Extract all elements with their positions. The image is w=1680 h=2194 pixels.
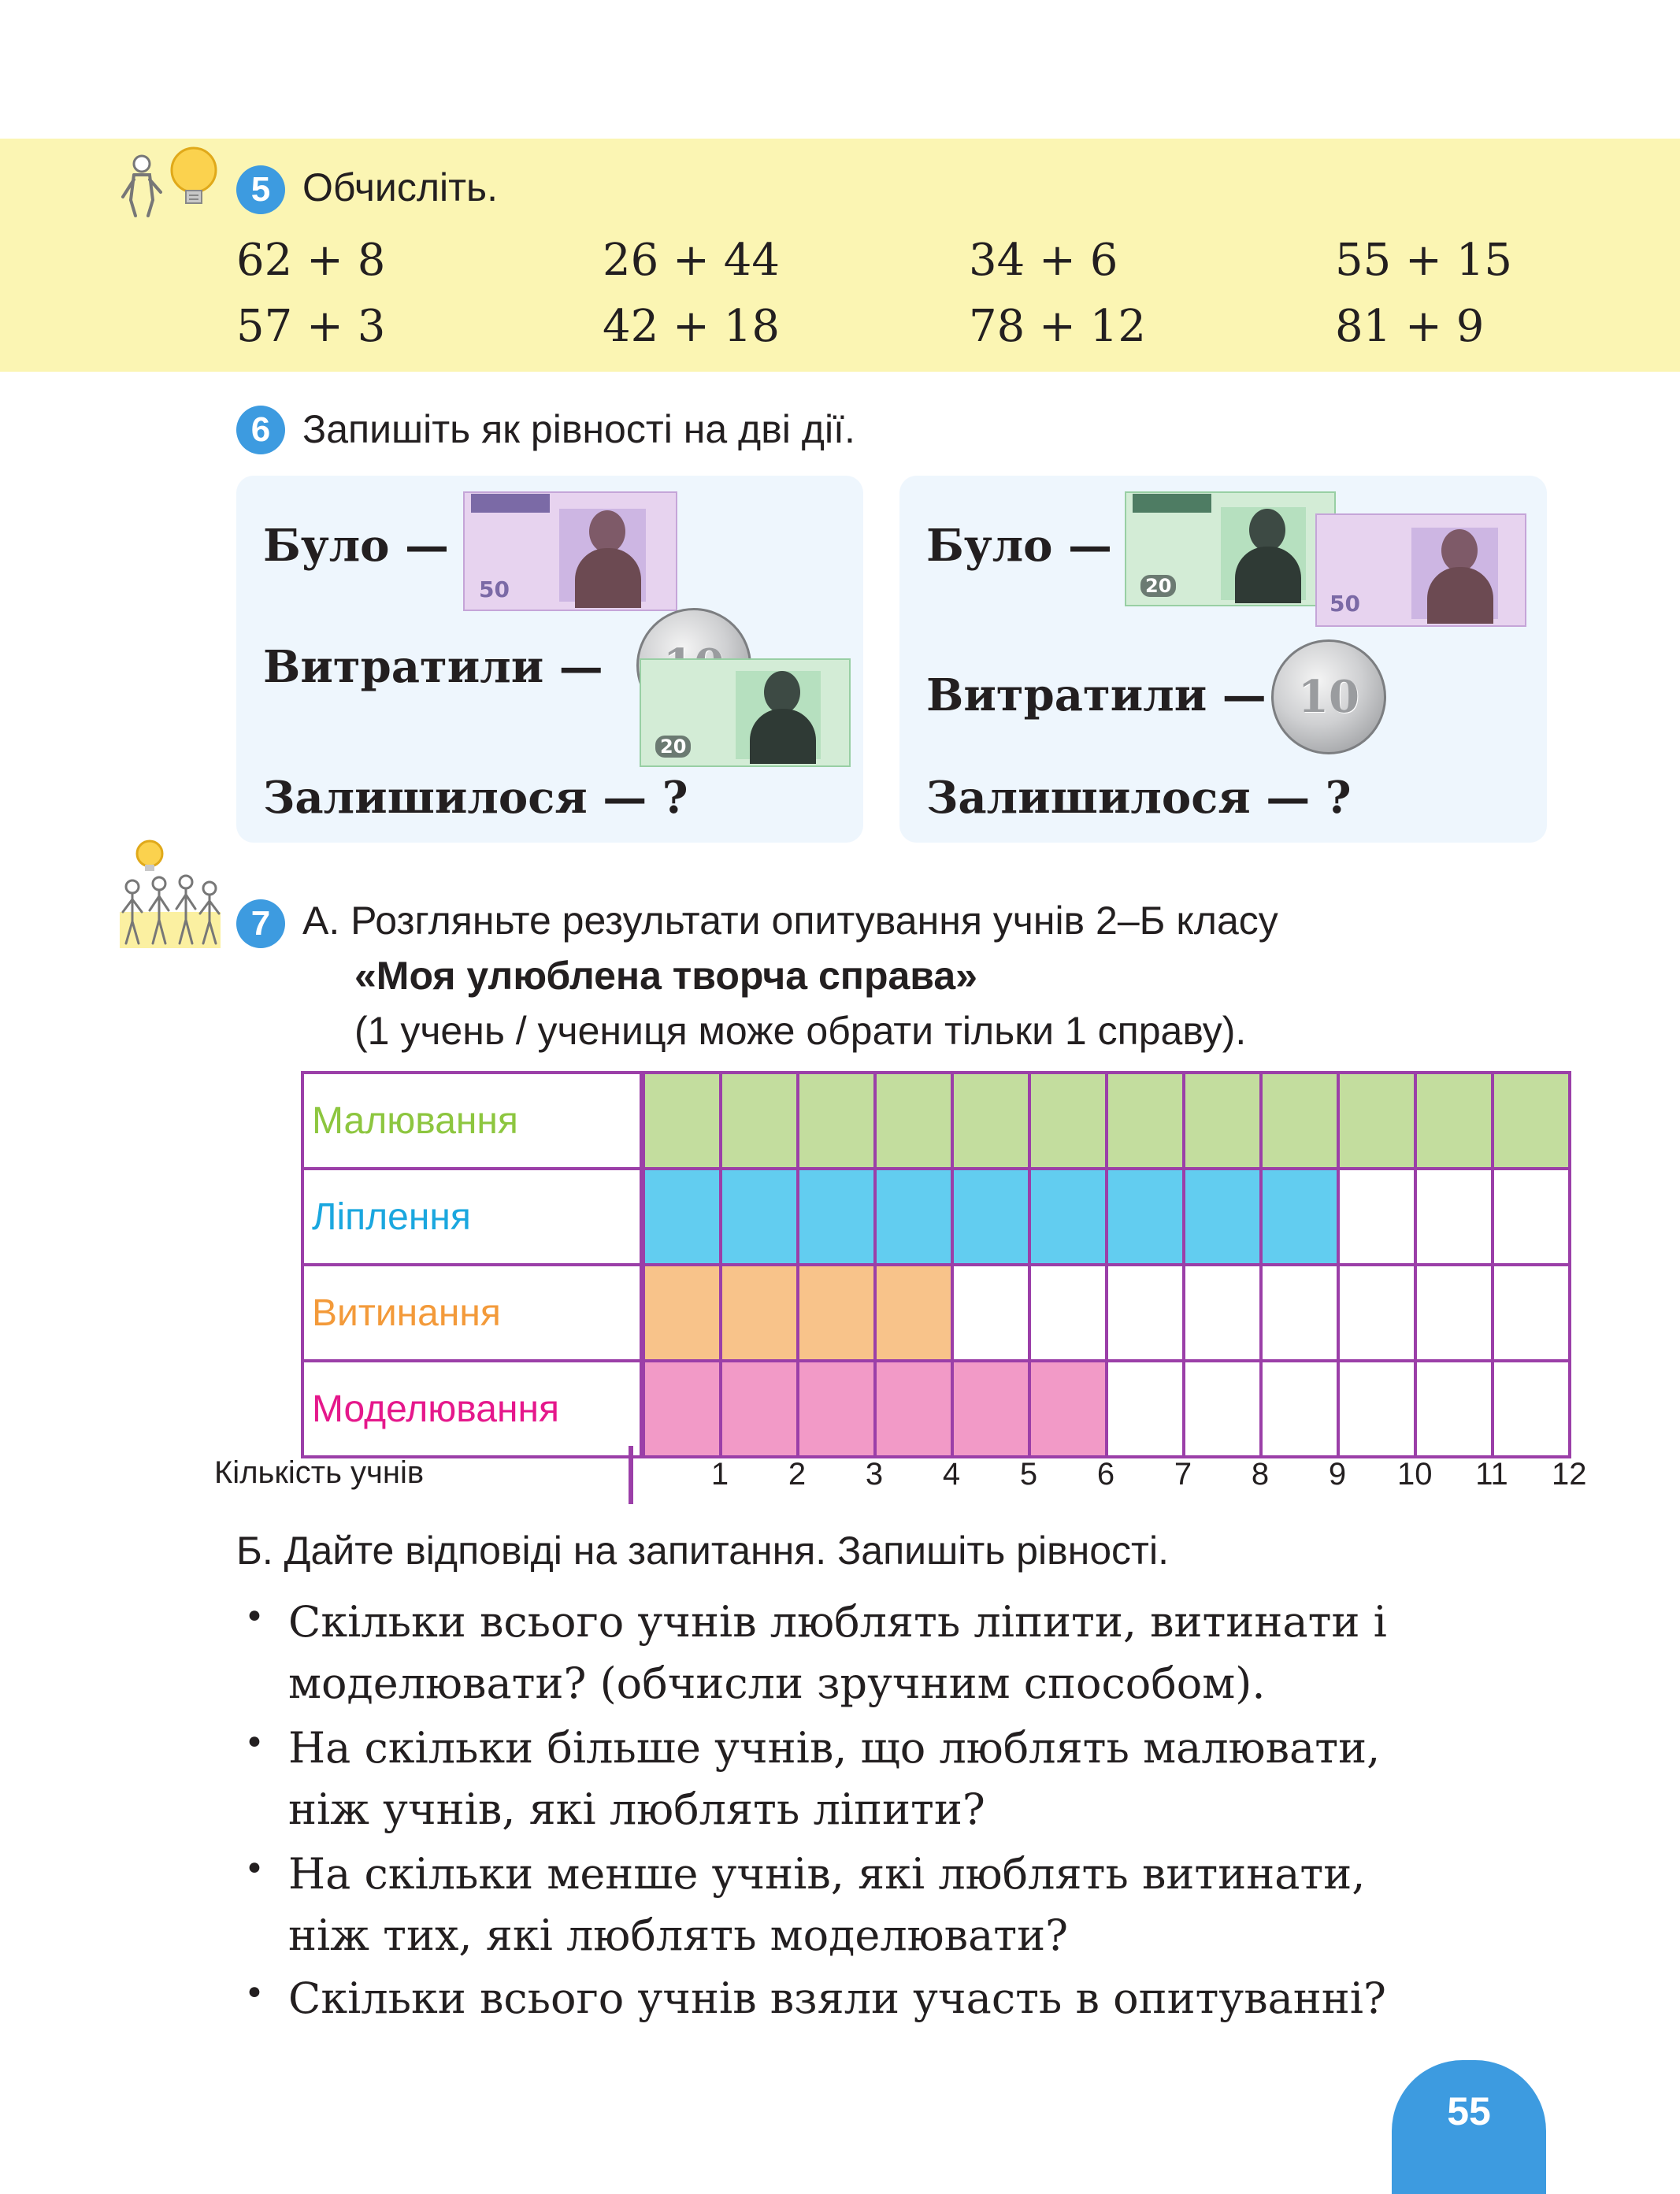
banknote-20-image xyxy=(1125,491,1336,606)
empty-cell xyxy=(1415,1265,1493,1361)
task5-expression: 62 + 8 xyxy=(236,235,386,286)
bullet: • xyxy=(244,1973,265,2014)
banknote-denomination: 50 xyxy=(1330,591,1360,617)
empty-cell xyxy=(1184,1265,1261,1361)
task5-expression: 34 + 6 xyxy=(969,235,1118,286)
empty-cell xyxy=(1338,1361,1415,1457)
bar-cell xyxy=(1338,1073,1415,1169)
x-tick-label: 6 xyxy=(1096,1457,1115,1492)
banknote-denomination: 50 xyxy=(479,576,510,602)
task6-number-badge: 6 xyxy=(236,406,285,454)
x-tick-label: 10 xyxy=(1397,1457,1433,1492)
task7-part-b-instruction: Б. Дайте відповіді на запитання. Запишіть рівності. xyxy=(236,1529,1169,1573)
banknote-20-image xyxy=(640,658,851,767)
empty-cell xyxy=(1415,1361,1493,1457)
category-label: Ліплення xyxy=(302,1169,643,1265)
bar-cell xyxy=(798,1073,875,1169)
chart-row xyxy=(302,1265,1570,1361)
survey-note: (1 учень / учениця може обрати тільки 1 справу). xyxy=(354,1009,1247,1053)
bar-cell xyxy=(798,1361,875,1457)
question-text: ніж тих, які люблять моделювати? xyxy=(288,1910,1069,1960)
bar-cell xyxy=(1029,1361,1107,1457)
empty-cell xyxy=(1338,1169,1415,1265)
x-tick-label: 8 xyxy=(1251,1457,1270,1492)
coin-denomination: 10 xyxy=(1298,671,1359,723)
was-label: Було — xyxy=(263,520,450,572)
x-tick-label: 4 xyxy=(942,1457,961,1492)
empty-cell xyxy=(1493,1265,1570,1361)
x-tick-label: 7 xyxy=(1174,1457,1192,1492)
left-label: Залишилося — ? xyxy=(263,772,688,824)
empty-cell xyxy=(1493,1361,1570,1457)
bar-cell xyxy=(1184,1073,1261,1169)
group-of-children-bulb-icon xyxy=(115,836,225,951)
chart-grid xyxy=(301,1071,1571,1458)
bar-cell xyxy=(1107,1169,1184,1265)
bar-cell xyxy=(643,1169,721,1265)
survey-bar-chart xyxy=(301,1071,1571,1458)
empty-cell xyxy=(1107,1265,1184,1361)
task7-number-badge: 7 xyxy=(236,899,285,948)
empty-cell xyxy=(1261,1361,1338,1457)
bullet: • xyxy=(244,1849,265,1889)
bar-cell xyxy=(1029,1169,1107,1265)
question-text: ніж учнів, які люблять ліпити? xyxy=(288,1784,985,1834)
empty-cell xyxy=(1338,1265,1415,1361)
x-tick-label: 9 xyxy=(1328,1457,1347,1492)
banknote-denomination: 20 xyxy=(655,736,691,758)
bar-cell xyxy=(1029,1073,1107,1169)
thinking-person-bulb-icon xyxy=(117,140,224,219)
empty-cell xyxy=(1493,1169,1570,1265)
x-tick-label: 1 xyxy=(710,1457,729,1492)
bar-cell xyxy=(798,1169,875,1265)
task5-expression: 81 + 9 xyxy=(1335,301,1485,352)
category-label: Витинання xyxy=(302,1265,643,1361)
coin-10-image xyxy=(1271,639,1386,754)
bullet: • xyxy=(244,1597,265,1637)
bar-cell xyxy=(721,1169,798,1265)
x-tick-label: 11 xyxy=(1475,1457,1508,1492)
empty-cell xyxy=(1107,1361,1184,1457)
bar-cell xyxy=(721,1073,798,1169)
task5-expression: 26 + 44 xyxy=(603,235,781,286)
bar-cell xyxy=(875,1073,952,1169)
question-text: На скільки більше учнів, що люблять малювати, xyxy=(288,1723,1381,1773)
banknote-denomination: 20 xyxy=(1140,575,1176,597)
question-text: моделювати? (обчисли зручним способом). xyxy=(288,1658,1266,1708)
empty-cell xyxy=(1184,1361,1261,1457)
bar-cell xyxy=(1261,1169,1338,1265)
was-label: Було — xyxy=(926,520,1113,572)
task5-expression: 78 + 12 xyxy=(969,301,1147,352)
chart-row xyxy=(302,1073,1570,1169)
spent-label: Витратили — xyxy=(926,669,1266,721)
task5-number-badge: 5 xyxy=(236,165,285,214)
spent-label: Витратили — xyxy=(263,641,603,693)
task7-part-a-intro: А. Розгляньте результати опитування учнів 2–Б класу xyxy=(302,899,1278,943)
bullet: • xyxy=(244,1723,265,1763)
empty-cell xyxy=(1415,1169,1493,1265)
bar-cell xyxy=(721,1265,798,1361)
bar-cell xyxy=(1107,1073,1184,1169)
bar-cell xyxy=(875,1265,952,1361)
task5-title: Обчисліть. xyxy=(302,165,498,209)
question-text: На скільки менше учнів, які люблять витинати, xyxy=(288,1849,1366,1899)
bar-cell xyxy=(875,1169,952,1265)
page-number: 55 xyxy=(1447,2089,1491,2133)
bar-cell xyxy=(952,1073,1029,1169)
chart-row xyxy=(302,1361,1570,1457)
survey-title: «Моя улюблена творча справа» xyxy=(354,954,977,998)
empty-cell xyxy=(1261,1265,1338,1361)
banknote-50-image xyxy=(1315,513,1526,627)
task6-title: Запишіть як рівності на дві дії. xyxy=(302,407,855,451)
task5-expression: 42 + 18 xyxy=(603,301,781,352)
left-label: Залишилося — ? xyxy=(926,772,1352,824)
bar-cell xyxy=(643,1361,721,1457)
bar-cell xyxy=(875,1361,952,1457)
x-tick-label: 2 xyxy=(788,1457,807,1492)
question-text: Скільки всього учнів взяли участь в опитуванні? xyxy=(288,1973,1387,2023)
bar-cell xyxy=(721,1361,798,1457)
x-axis-ticks xyxy=(0,1457,1680,1496)
bar-cell xyxy=(1415,1073,1493,1169)
x-axis-label: Кількість учнів xyxy=(214,1455,425,1490)
bar-cell xyxy=(1493,1073,1570,1169)
x-tick-label: 5 xyxy=(1019,1457,1038,1492)
bar-cell xyxy=(643,1073,721,1169)
bar-cell xyxy=(952,1169,1029,1265)
bar-cell xyxy=(798,1265,875,1361)
bar-cell xyxy=(952,1361,1029,1457)
task5-expression: 55 + 15 xyxy=(1335,235,1513,286)
task5-expression: 57 + 3 xyxy=(236,301,386,352)
empty-cell xyxy=(952,1265,1029,1361)
banknote-50-image xyxy=(463,491,677,611)
empty-cell xyxy=(1029,1265,1107,1361)
bar-cell xyxy=(1184,1169,1261,1265)
question-text: Скільки всього учнів люблять ліпити, витинати і xyxy=(288,1597,1387,1647)
x-tick-label: 3 xyxy=(865,1457,884,1492)
chart-row xyxy=(302,1169,1570,1265)
category-label: Моделювання xyxy=(302,1361,643,1457)
bar-cell xyxy=(643,1265,721,1361)
category-label: Малювання xyxy=(302,1073,643,1169)
x-tick-label: 12 xyxy=(1552,1457,1587,1492)
bar-cell xyxy=(1261,1073,1338,1169)
